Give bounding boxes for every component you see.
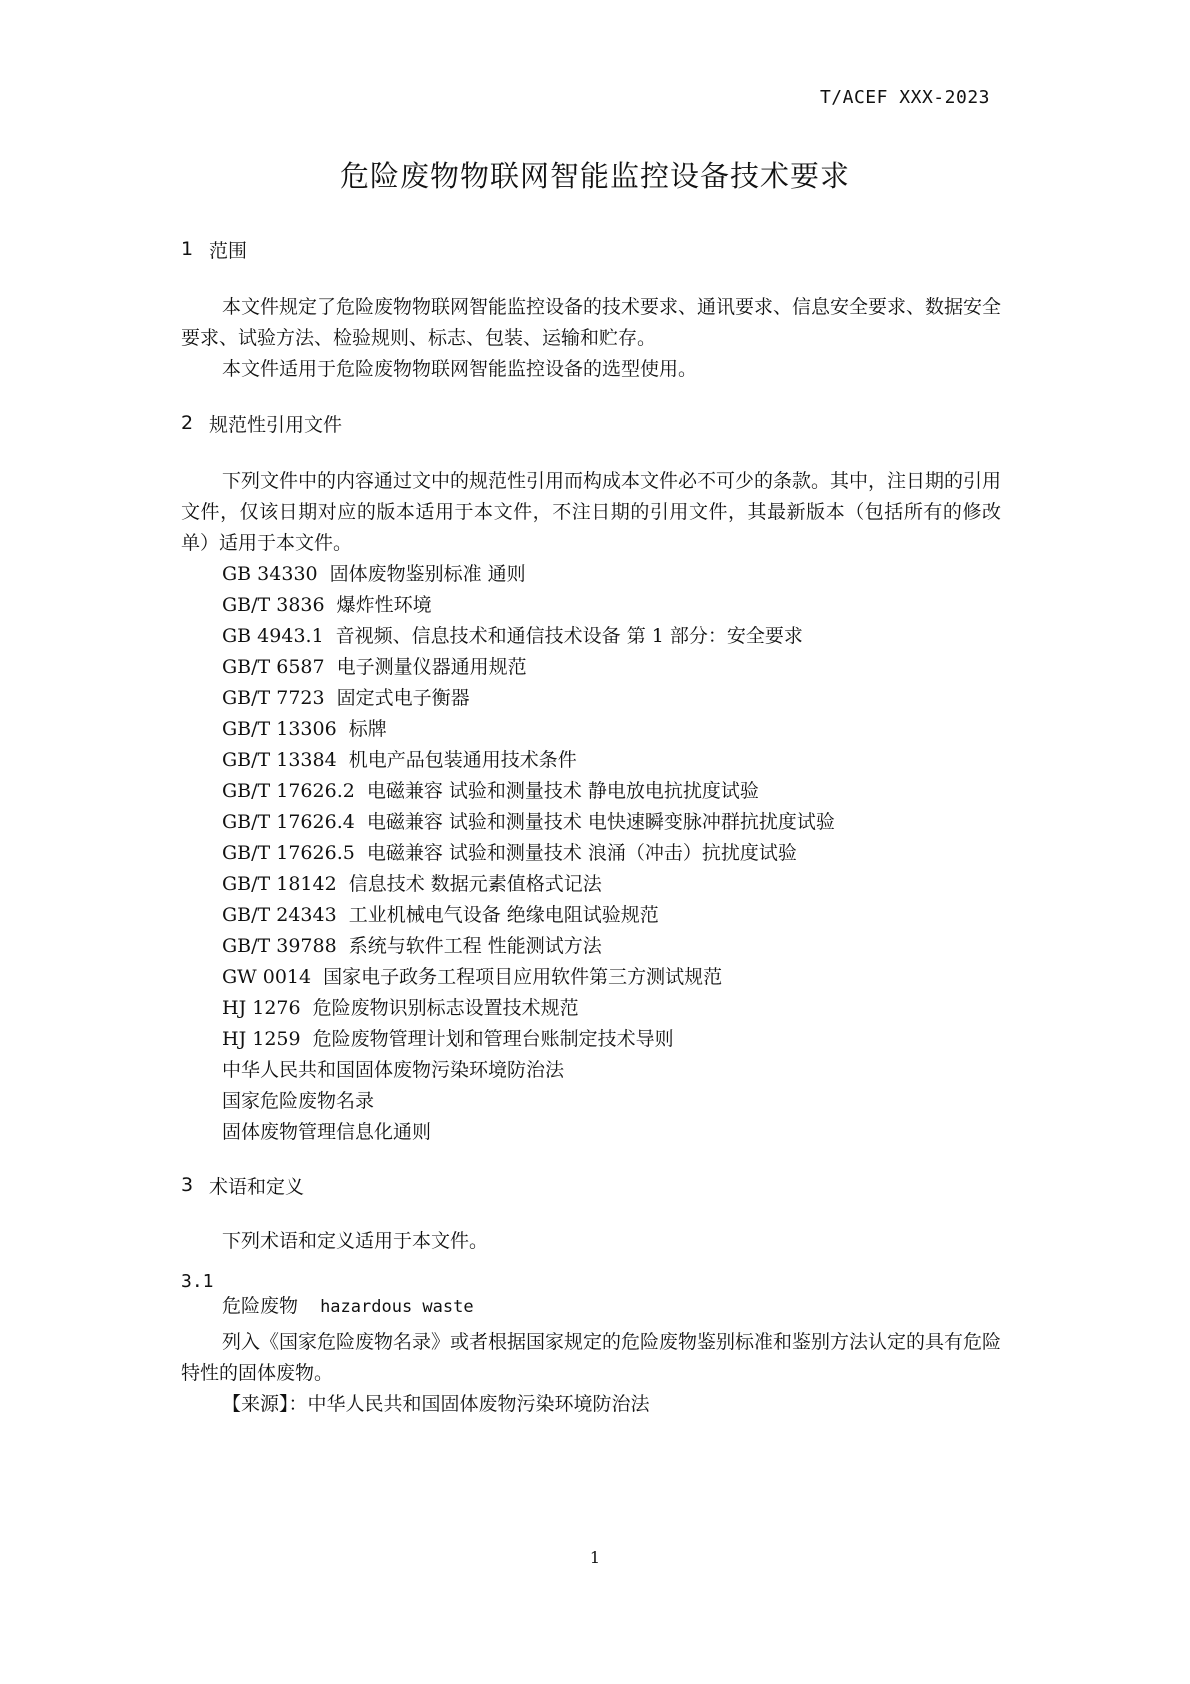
reference-code: GB/T 17626.2	[222, 780, 355, 802]
document-title: 危险废物物联网智能监控设备技术要求	[339, 159, 850, 193]
reference-name: 国家电子政务工程项目应用软件第三方测试规范	[323, 966, 723, 988]
section-number: 3	[181, 1174, 194, 1196]
reference-name: 工业机械电气设备 绝缘电阻试验规范	[348, 904, 659, 926]
section-title: 范围	[209, 239, 248, 262]
reference-code: GB/T 18142	[222, 873, 337, 895]
term-english: hazardous waste	[320, 1297, 474, 1317]
paragraph: 下列文件中的内容通过文中的规范性引用而构成本文件必不可少的条款。其中，注日期的引用文件，仅该日期对应的版本适用于本文件，不注日期的引用文件，其最新版本（包括所有的修改单）适用于本文件。	[181, 470, 1002, 554]
reference-item	[181, 652, 1001, 683]
section-title: 术语和定义	[209, 1175, 305, 1198]
reference-name: 国家危险废物名录	[222, 1090, 375, 1112]
reference-item	[181, 931, 1001, 962]
paragraph: 下列术语和定义适用于本文件。	[222, 1230, 489, 1252]
section-number: 2	[181, 412, 194, 434]
reference-name: 音视频、信息技术和通信技术设备 第 1 部分：安全要求	[335, 625, 803, 647]
reference-item	[181, 1055, 1001, 1086]
reference-name: 信息技术 数据元素值格式记法	[348, 873, 602, 895]
document-body	[181, 236, 1001, 1420]
reference-name: 标牌	[348, 718, 387, 740]
reference-item	[181, 962, 1001, 993]
reference-item	[181, 714, 1001, 745]
reference-item	[181, 1086, 1001, 1117]
reference-item	[181, 559, 1001, 590]
reference-code: GB/T 6587	[222, 656, 325, 678]
reference-code: GB/T 13306	[222, 718, 337, 740]
reference-name: 危险废物识别标志设置技术规范	[312, 997, 579, 1019]
document-code: T/ACEF XXX-2023	[819, 87, 990, 108]
reference-name: 机电产品包装通用技术条件	[348, 749, 577, 771]
reference-name: 电磁兼容 试验和测量技术 浪涌（冲击）抗扰度试验	[366, 842, 797, 864]
reference-code: HJ 1276	[222, 997, 301, 1019]
term-number: 3.1	[181, 1271, 214, 1292]
reference-item	[181, 1117, 1001, 1148]
reference-item	[181, 1024, 1001, 1055]
reference-item	[181, 776, 1001, 807]
reference-name: 中华人民共和国固体废物污染环境防治法	[222, 1059, 565, 1081]
term-entry	[181, 1292, 1001, 1321]
reference-code: GB 4943.1	[222, 625, 324, 647]
page-number: 1	[589, 1548, 601, 1567]
reference-code: GB/T 17626.5	[222, 842, 355, 864]
reference-code: GW 0014	[222, 966, 312, 988]
reference-name: 爆炸性环境	[336, 594, 432, 616]
reference-name: 电子测量仪器通用规范	[336, 656, 527, 678]
reference-name: 固体废物管理信息化通则	[222, 1121, 432, 1143]
reference-item	[181, 993, 1001, 1024]
term-chinese: 危险废物	[222, 1295, 299, 1317]
section-heading-terms	[181, 1172, 1001, 1198]
reference-code: GB/T 7723	[222, 687, 325, 709]
reference-name: 电磁兼容 试验和测量技术 静电放电抗扰度试验	[366, 780, 759, 802]
reference-item	[181, 900, 1001, 931]
reference-name: 危险废物管理计划和管理台账制定技术导则	[312, 1028, 674, 1050]
reference-code: GB 34330	[222, 563, 318, 585]
reference-item	[181, 869, 1001, 900]
reference-list	[181, 559, 1001, 1148]
reference-code: GB/T 39788	[222, 935, 337, 957]
reference-item	[181, 590, 1001, 621]
section-number: 1	[181, 238, 194, 260]
term-source: 【来源】：中华人民共和国固体废物污染环境防治法	[222, 1393, 650, 1415]
section-heading-scope	[181, 236, 1001, 262]
reference-item	[181, 683, 1001, 714]
reference-code: GB/T 13384	[222, 749, 337, 771]
reference-name: 固定式电子衡器	[336, 687, 470, 709]
reference-name: 电磁兼容 试验和测量技术 电快速瞬变脉冲群抗扰度试验	[366, 811, 835, 833]
section-title: 规范性引用文件	[209, 413, 343, 436]
reference-name: 固体废物鉴别标准 通则	[329, 563, 526, 585]
section-heading-normative-references	[181, 410, 1001, 436]
paragraph: 本文件适用于危险废物物联网智能监控设备的选型使用。	[222, 358, 698, 380]
term-definition: 列入《国家危险废物名录》或者根据国家规定的危险废物鉴别标准和鉴别方法认定的具有危险特性的固体废物。	[181, 1331, 1002, 1384]
reference-code: GB/T 3836	[222, 594, 325, 616]
reference-item	[181, 838, 1001, 869]
reference-item	[181, 807, 1001, 838]
reference-name: 系统与软件工程 性能测试方法	[348, 935, 602, 957]
reference-code: HJ 1259	[222, 1028, 301, 1050]
reference-code: GB/T 24343	[222, 904, 337, 926]
paragraph: 本文件规定了危险废物物联网智能监控设备的技术要求、通讯要求、信息安全要求、数据安全要求、试验方法、检验规则、标志、包装、运输和贮存。	[181, 296, 1002, 349]
reference-item	[181, 621, 1001, 652]
reference-item	[181, 745, 1001, 776]
reference-code: GB/T 17626.4	[222, 811, 355, 833]
